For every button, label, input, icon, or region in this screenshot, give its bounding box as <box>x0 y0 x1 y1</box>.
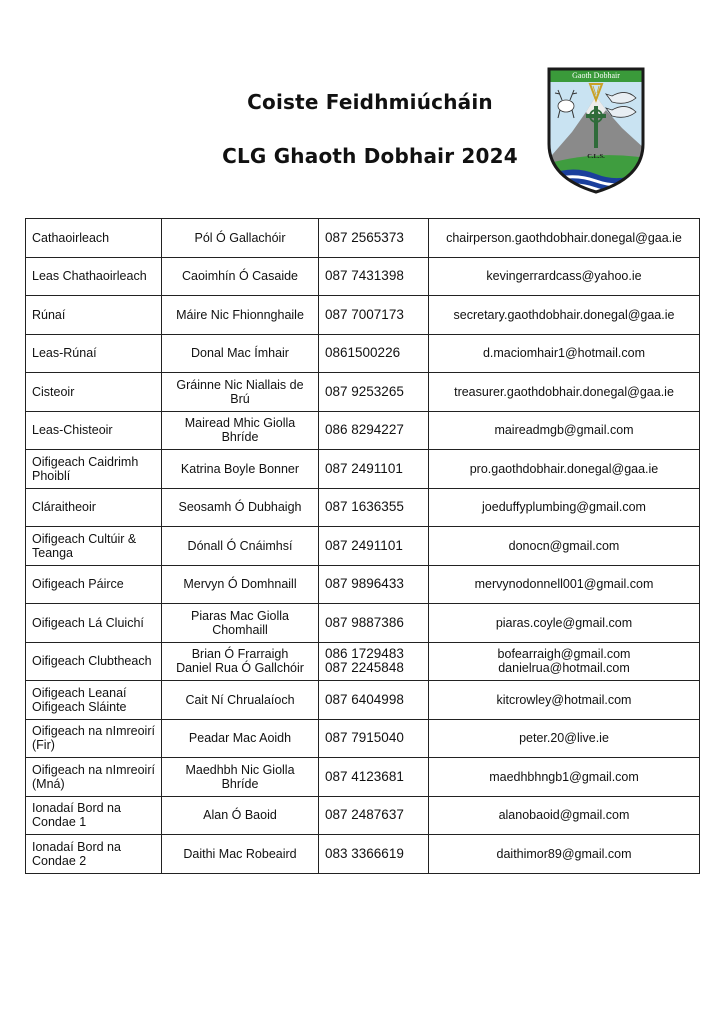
officer-phone: 087 7007173 <box>325 306 404 322</box>
officer-email: treasurer.gaothdobhair.donegal@gaa.ie <box>454 384 674 399</box>
officer-name-cell <box>162 565 319 604</box>
officer-role: Oifigeach Lá Cluichí <box>32 615 144 630</box>
officer-phone-cell <box>319 565 429 604</box>
officer-email-cell <box>429 411 700 450</box>
officer-phone: 087 7431398 <box>325 268 404 284</box>
officer-email-cell <box>429 565 700 604</box>
officers-table-body <box>26 219 700 874</box>
officer-role: Oifigeach Leanaí <box>32 685 127 700</box>
officer-role-cell <box>26 411 162 450</box>
officer-email-cell <box>429 604 700 643</box>
officer-email-cell <box>429 219 700 258</box>
officer-name: Caoimhín Ó Casaide <box>181 269 299 284</box>
officer-name: Daithi Mac Robeaird <box>183 846 297 861</box>
officer-role: Oifigeach na nImreoirí (Fir) <box>32 724 155 753</box>
officer-role: Oifigeach Caidrimh Phoiblí <box>32 454 139 483</box>
officer-role-cell <box>26 796 162 835</box>
officer-role-cell <box>26 488 162 527</box>
officer-role: Oifigeach Cultúir & Teanga <box>32 531 137 560</box>
officer-phone: 087 9887386 <box>325 614 404 630</box>
officer-name-cell <box>162 373 319 412</box>
officer-role-cell <box>26 257 162 296</box>
officer-email: secretary.gaothdobhair.donegal@gaa.ie <box>453 307 675 322</box>
table-row <box>26 450 700 489</box>
officer-email-cell <box>429 373 700 412</box>
table-row <box>26 411 700 450</box>
officer-name: Cait Ní Chrualaíoch <box>185 692 295 707</box>
officer-name-cell <box>162 719 319 758</box>
officer-phone-cell <box>319 334 429 373</box>
officer-name-cell <box>162 450 319 489</box>
officer-phone: 086 1729483 <box>325 646 404 662</box>
table-row <box>26 527 700 566</box>
officer-role: Leas-Rúnaí <box>32 346 97 361</box>
officer-phone-cell <box>319 373 429 412</box>
table-row <box>26 642 700 681</box>
officer-email-cell <box>429 835 700 874</box>
officer-email-cell <box>429 758 700 797</box>
table-row <box>26 373 700 412</box>
officer-phone-cell <box>319 835 429 874</box>
crest-bottom-text: C.L.S. <box>587 153 605 160</box>
officer-phone: 0861500226 <box>325 345 401 361</box>
table-row <box>26 758 700 797</box>
officer-email-cell <box>429 257 700 296</box>
table-row <box>26 296 700 335</box>
officer-role: Ionadaí Bord na Condae 2 <box>32 839 121 868</box>
officer-role-cell <box>26 681 162 720</box>
officer-role-cell <box>26 719 162 758</box>
crest-top-text: Gaoth Dobhair <box>572 71 620 80</box>
officer-role-cell <box>26 565 162 604</box>
table-row <box>26 681 700 720</box>
officer-phone-cell <box>319 719 429 758</box>
officer-role-cell <box>26 373 162 412</box>
officer-email-cell <box>429 681 700 720</box>
officer-name: Gráinne Nic Niallais de Brú <box>176 377 304 406</box>
officer-email: kitcrowley@hotmail.com <box>496 692 632 707</box>
officer-role: Leas-Chisteoir <box>32 423 113 438</box>
officer-name-cell <box>162 411 319 450</box>
officer-phone: 087 4123681 <box>325 768 404 784</box>
officer-email-cell <box>429 642 700 681</box>
officer-phone-cell <box>319 450 429 489</box>
officer-name-cell <box>162 219 319 258</box>
page-header <box>200 88 540 168</box>
officer-email: donocn@gmail.com <box>508 538 620 553</box>
officer-role: Cathaoirleach <box>32 230 110 245</box>
officer-email: piaras.coyle@gmail.com <box>495 615 633 630</box>
officer-name: Maedhbh Nic Giolla Bhríde <box>185 762 295 791</box>
officer-phone: 087 9896433 <box>325 576 404 592</box>
officer-email: daithimor89@gmail.com <box>496 846 632 861</box>
officer-role: Ionadaí Bord na Condae 1 <box>32 801 121 830</box>
officer-phone-cell <box>319 411 429 450</box>
officer-name: Pól Ó Gallachóir <box>194 230 286 245</box>
officer-email: maedhbhngb1@gmail.com <box>489 769 639 784</box>
officer-email-cell <box>429 527 700 566</box>
officer-role-cell <box>26 758 162 797</box>
table-row <box>26 604 700 643</box>
officer-phone-cell <box>319 642 429 681</box>
table-row <box>26 488 700 527</box>
officer-phone-cell <box>319 758 429 797</box>
officer-email: joeduffyplumbing@gmail.com <box>482 500 646 515</box>
officer-name-cell <box>162 681 319 720</box>
officer-email: d.maciomhair1@hotmail.com <box>482 346 646 361</box>
officer-role: Cisteoir <box>32 384 75 399</box>
table-row <box>26 257 700 296</box>
officer-name-cell <box>162 334 319 373</box>
officer-phone: 087 1636355 <box>325 499 404 515</box>
officer-email: kevingerrardcass@yahoo.ie <box>486 269 642 284</box>
officer-role-cell <box>26 296 162 335</box>
officer-phone-cell <box>319 681 429 720</box>
officer-role: Oifigeach Clubtheach <box>32 654 152 669</box>
officer-email-cell <box>429 796 700 835</box>
officer-phone-cell <box>319 219 429 258</box>
officer-email: alanobaoid@gmail.com <box>498 808 630 823</box>
officer-name-cell <box>162 835 319 874</box>
officer-name: Dónall Ó Cnáimhsí <box>187 538 293 553</box>
officer-phone: 087 2487637 <box>325 807 404 823</box>
officer-phone: 087 2491101 <box>325 537 403 553</box>
table-row <box>26 334 700 373</box>
officer-phone: 087 2565373 <box>325 229 404 245</box>
officer-name-cell <box>162 796 319 835</box>
officer-phone-cell <box>319 796 429 835</box>
officer-role-cell <box>26 604 162 643</box>
officer-role: Cláraitheoir <box>32 500 96 515</box>
officer-name: Donal Mac Ímhair <box>191 346 289 361</box>
officer-name-cell <box>162 642 319 681</box>
officer-role: Leas Chathaoirleach <box>32 269 147 284</box>
officer-name: Brian Ó Frarraigh <box>191 647 289 662</box>
officer-name-cell <box>162 758 319 797</box>
officer-role-cell <box>26 642 162 681</box>
table-row <box>26 835 700 874</box>
officer-email-cell <box>429 450 700 489</box>
officer-name-cell <box>162 257 319 296</box>
officer-email-cell <box>429 334 700 373</box>
officer-phone: 087 2491101 <box>325 460 403 476</box>
officer-phone: 087 6404998 <box>325 691 404 707</box>
officer-phone-cell <box>319 604 429 643</box>
table-row <box>26 219 700 258</box>
table-row <box>26 565 700 604</box>
officer-name: Daniel Rua Ó Gallchóir <box>176 661 304 676</box>
officer-name: Peadar Mac Aoidh <box>188 731 292 746</box>
officer-role-cell <box>26 334 162 373</box>
officer-role-cell <box>26 450 162 489</box>
officer-email: mervynodonnell001@gmail.com <box>474 577 654 592</box>
table-row <box>26 796 700 835</box>
officer-email: bofearraigh@gmail.com <box>497 647 631 662</box>
officer-name: Mairead Mhic Giolla Bhríde <box>184 416 296 445</box>
officer-email: chairperson.gaothdobhair.donegal@gaa.ie <box>446 230 682 245</box>
officer-role: Oifigeach Páirce <box>32 577 124 592</box>
table-row <box>26 719 700 758</box>
officer-phone-cell <box>319 296 429 335</box>
officer-email-cell <box>429 296 700 335</box>
club-year-title: CLG Ghaoth Dobhair 2024 <box>222 144 518 168</box>
officer-role-cell <box>26 527 162 566</box>
officer-name: Máire Nic Fhionnghaile <box>176 307 304 322</box>
officer-email-cell <box>429 719 700 758</box>
officer-phone-cell <box>319 257 429 296</box>
officer-phone-cell <box>319 527 429 566</box>
committee-title: Coiste Feidhmiúcháin <box>247 90 493 114</box>
officer-email: peter.20@live.ie <box>519 731 609 746</box>
officer-name-cell <box>162 488 319 527</box>
officer-role-cell <box>26 835 162 874</box>
officer-name-cell <box>162 527 319 566</box>
officer-email-cell <box>429 488 700 527</box>
officer-role-cell <box>26 219 162 258</box>
officer-phone: 087 2245848 <box>325 660 404 676</box>
officer-phone: 087 7915040 <box>325 730 404 746</box>
officer-phone-cell <box>319 488 429 527</box>
officer-role: Rúnaí <box>32 307 66 322</box>
officer-role: Oifigeach Sláinte <box>32 699 127 714</box>
officer-name: Piaras Mac Giolla Chomhaill <box>191 608 289 637</box>
officer-phone: 087 9253265 <box>325 383 404 399</box>
officer-name: Mervyn Ó Domhnaill <box>183 577 297 592</box>
club-crest <box>546 66 646 194</box>
officer-phone: 086 8294227 <box>325 422 404 438</box>
officer-email: maireadmgb@gmail.com <box>494 423 634 438</box>
officer-name-cell <box>162 604 319 643</box>
officer-email: pro.gaothdobhair.donegal@gaa.ie <box>469 461 659 476</box>
officer-name: Katrina Boyle Bonner <box>180 461 300 476</box>
officer-name-cell <box>162 296 319 335</box>
officer-phone: 083 3366619 <box>325 845 404 861</box>
officers-table <box>25 218 700 874</box>
officer-name: Seosamh Ó Dubhaigh <box>178 500 302 515</box>
officer-role: Oifigeach na nImreoirí (Mná) <box>32 762 155 791</box>
officer-name: Alan Ó Baoid <box>203 808 277 823</box>
officer-email: danielrua@hotmail.com <box>498 661 630 676</box>
